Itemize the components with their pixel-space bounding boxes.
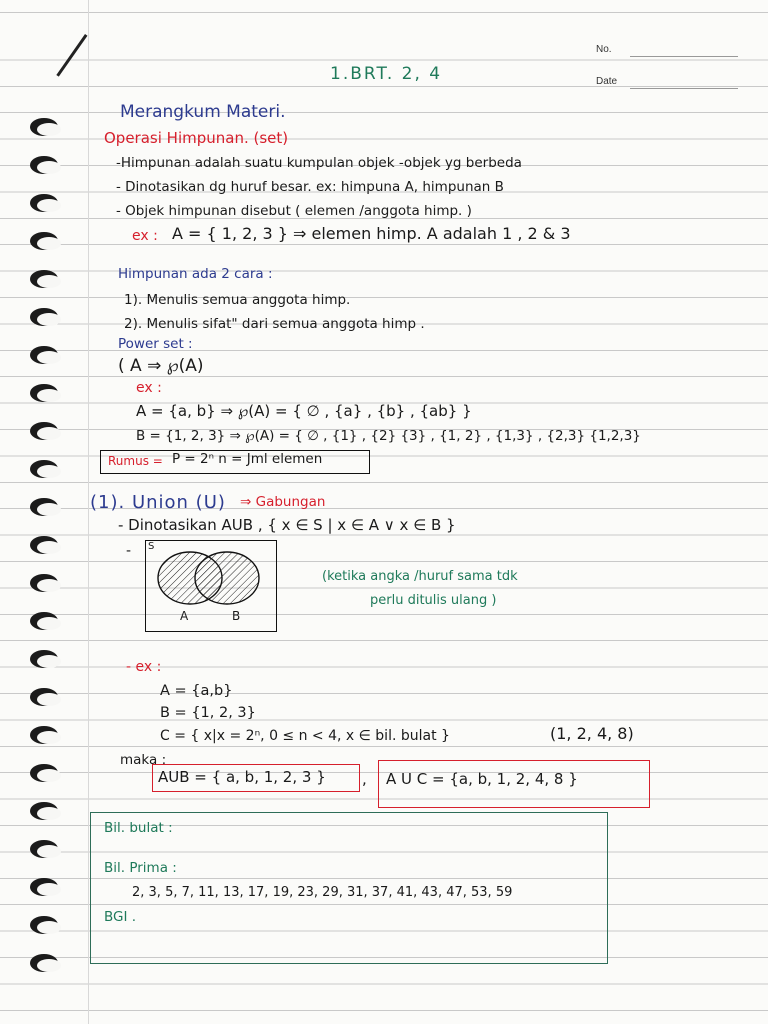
pencil-mark [56, 34, 87, 77]
binding-hole [30, 270, 60, 288]
page-title: Merangkum Materi. [120, 102, 286, 122]
binding-hole [30, 726, 60, 744]
union-gabungan: ⇒ Gabungan [240, 494, 326, 510]
union-set-c-values: (1, 2, 4, 8) [550, 724, 634, 743]
binding-hole [30, 574, 60, 592]
date-value: 1.BRT. 2, 4 [330, 64, 443, 84]
power-set-heading: Power set : [118, 336, 193, 352]
binding-hole [30, 422, 60, 440]
binding-hole [30, 232, 60, 250]
power-set-line-b: B = {1, 2, 3} ⇒ ℘(A) = { ∅ , {1} , {2} {3} , {1, 2} , {1,3} , {2,3} {1,2,3} [136, 428, 641, 444]
binding-hole [30, 194, 60, 212]
result-auc: A U C = {a, b, 1, 2, 4, 8 } [386, 770, 578, 788]
power-set-mapping: ( A ⇒ ℘(A) [118, 356, 204, 376]
binding-hole [30, 802, 60, 820]
binding-hole [30, 384, 60, 402]
maka-label: maka : [120, 752, 167, 768]
rumus-formula: P = 2ⁿ n = Jml elemen [172, 451, 323, 467]
list-item: 2). Menulis sifat" dari semua anggota himp . [124, 316, 425, 332]
binding-hole [30, 498, 60, 516]
binding-hole [30, 118, 60, 136]
binding-hole [30, 308, 60, 326]
binding-hole [30, 536, 60, 554]
text-line: - Dinotasikan dg huruf besar. ex: himpuna A, himpunan B [116, 179, 504, 195]
union-heading: (1). Union (U) [90, 492, 226, 513]
section-cara-heading: Himpunan ada 2 cara : [118, 266, 273, 282]
binding-hole [30, 878, 60, 896]
binding-hole [30, 916, 60, 934]
notes-primes-list: 2, 3, 5, 7, 11, 13, 17, 19, 23, 29, 31, 37, 41, 43, 47, 53, 59 [132, 885, 513, 900]
date-label: Date [596, 76, 618, 87]
binding-hole [30, 840, 60, 858]
union-set-c: C = { x|x = 2ⁿ, 0 ≤ n < 4, x ∈ bil. bulat } [160, 728, 450, 744]
binding-hole [30, 954, 60, 972]
result-separator: , [362, 770, 367, 788]
power-set-line-a: A = {a, b} ⇒ ℘(A) = { ∅ , {a} , {b} , {ab} } [136, 402, 472, 420]
venn-universe-label: S [148, 541, 155, 552]
list-item: 1). Menulis semua anggota himp. [124, 292, 351, 308]
no-label: No. [596, 44, 612, 55]
power-set-ex-label: ex : [136, 380, 162, 396]
binding-hole [30, 650, 60, 668]
union-ex-label: - ex : [126, 659, 162, 675]
no-line [630, 56, 738, 57]
union-note-line1: (ketika angka /huruf sama tdk [322, 569, 518, 584]
notes-bil-bulat: Bil. bulat : [104, 820, 173, 836]
binding-hole [30, 346, 60, 364]
section-operasi-heading: Operasi Himpunan. (set) [104, 129, 289, 147]
notes-bil-prima: Bil. Prima : [104, 860, 177, 876]
text-line: - Objek himpunan disebut ( elemen /anggota himp. ) [116, 203, 472, 219]
rumus-label: Rumus = [108, 454, 163, 468]
notes-bgi: BGI . [104, 909, 137, 925]
binding-hole [30, 460, 60, 478]
venn-circles [145, 540, 275, 630]
result-aub: AUB = { a, b, 1, 2, 3 } [158, 768, 326, 786]
union-set-a: A = {a,b} [160, 683, 233, 699]
venn-set-b [195, 552, 259, 604]
example-label: ex : [132, 228, 158, 244]
margin-line [88, 0, 89, 1024]
venn-label-b: B [232, 609, 241, 623]
binding-hole [30, 764, 60, 782]
text-line: -Himpunan adalah suatu kumpulan objek -objek yg berbeda [116, 155, 522, 171]
binding-hole [30, 688, 60, 706]
union-notation: - Dinotasikan AUB , { x ∈ S | x ∈ A ∨ x ∈ B } [118, 516, 456, 534]
example-line: A = { 1, 2, 3 } ⇒ elemen himp. A adalah 1 , 2 & 3 [172, 224, 571, 243]
venn-label-a: A [180, 609, 189, 623]
date-line [630, 88, 738, 89]
binding-hole [30, 156, 60, 174]
union-note-line2: perlu ditulis ulang ) [370, 593, 497, 608]
venn-dash: - [126, 543, 132, 559]
binding-hole [30, 612, 60, 630]
union-set-b: B = {1, 2, 3} [160, 705, 256, 721]
